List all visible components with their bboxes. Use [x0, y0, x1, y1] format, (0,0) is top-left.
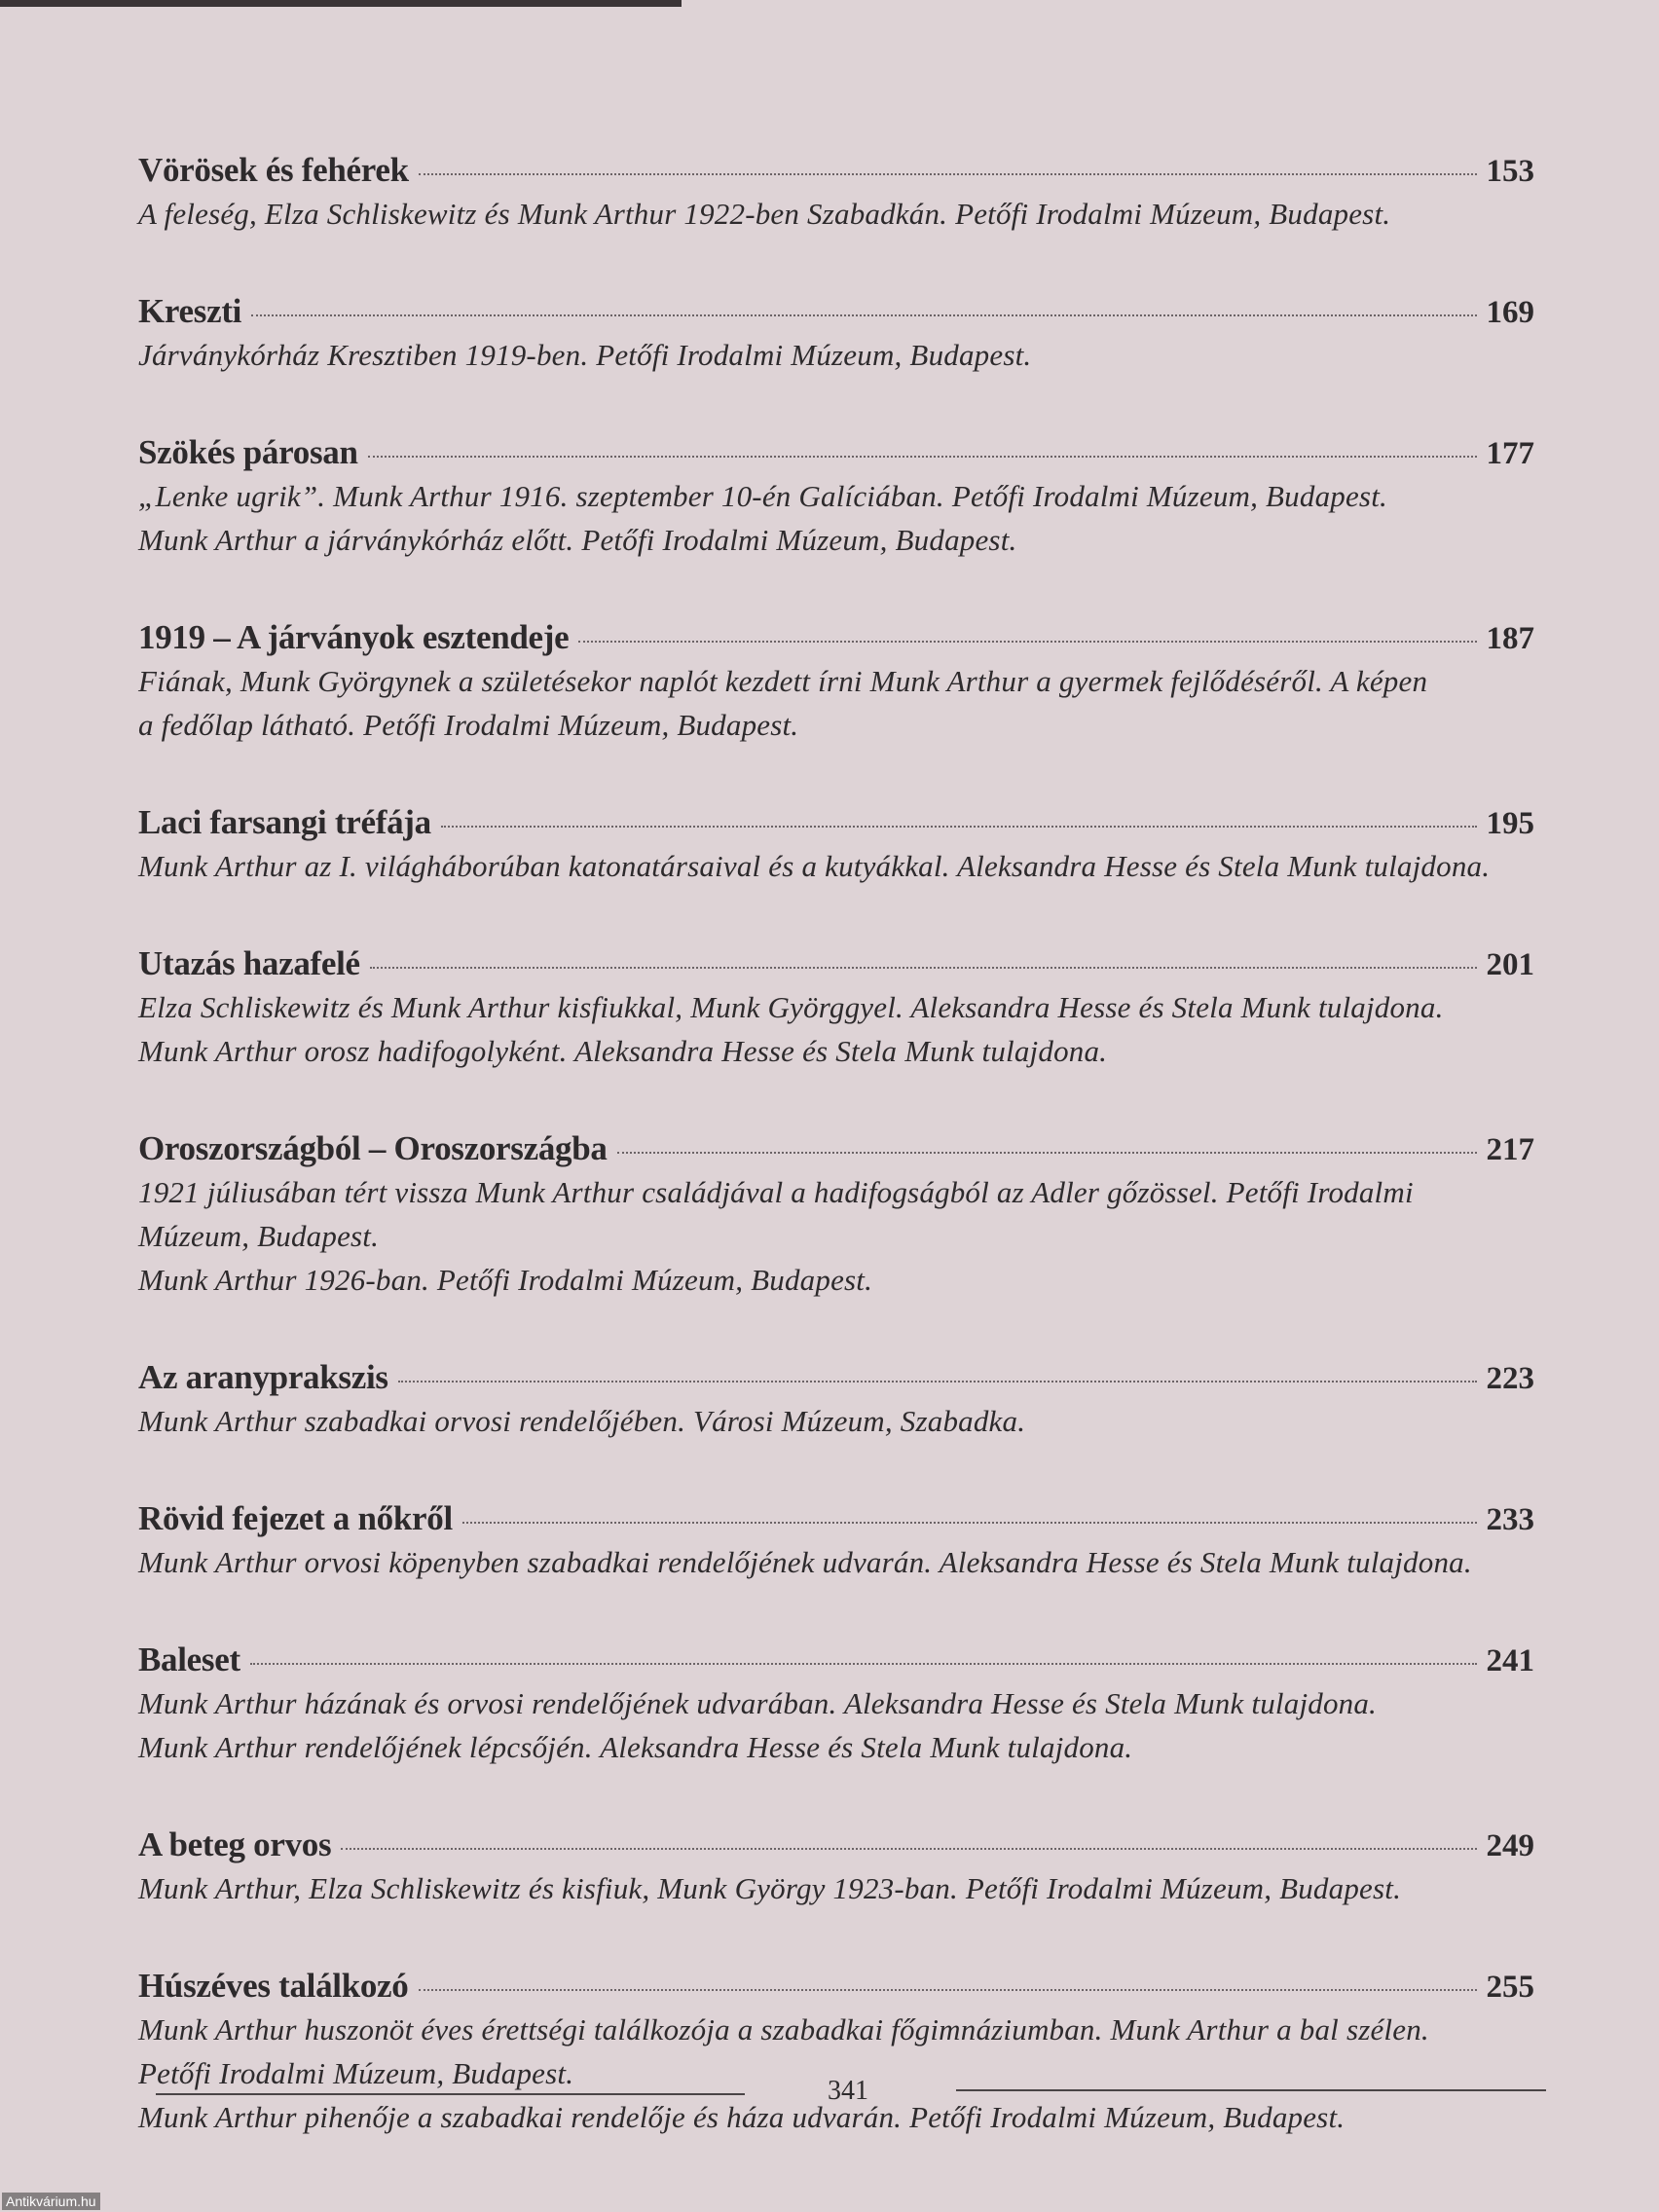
- toc-entry-heading-row: [138, 1825, 1534, 1864]
- chapter-title: A beteg orvos: [138, 1825, 332, 1863]
- chapter-title: Utazás hazafelé: [138, 944, 360, 982]
- toc-entry-heading-row: [138, 1129, 1534, 1168]
- image-captions: [138, 2008, 1534, 2139]
- toc-entry: [138, 292, 1534, 377]
- image-captions: [138, 1170, 1534, 1302]
- toc-entry-heading-row: [138, 944, 1534, 983]
- dot-leader: [419, 1988, 1477, 1991]
- toc-entry: [138, 1641, 1534, 1769]
- image-caption-line: Múzeum, Budapest.: [138, 1219, 380, 1253]
- table-of-contents: [138, 151, 1534, 2195]
- chapter-page-number: 201: [1486, 947, 1534, 982]
- dot-leader: [419, 172, 1477, 175]
- toc-entry: [138, 1358, 1534, 1443]
- chapter-page-number: 241: [1486, 1643, 1534, 1678]
- image-captions: [138, 1399, 1534, 1443]
- dot-leader: [462, 1521, 1477, 1524]
- image-captions: [138, 1681, 1534, 1769]
- image-captions: [138, 844, 1534, 888]
- toc-entry: [138, 151, 1534, 236]
- chapter-page-number: 177: [1486, 436, 1534, 471]
- image-caption-line: 1921 júliusában tért vissza Munk Arthur családjával a hadifogságból az Adler gőzössel. Petőfi Irodalmi: [138, 1175, 1414, 1209]
- footer-rule-right: [956, 2089, 1546, 2091]
- toc-entry-heading-row: [138, 618, 1534, 657]
- dot-leader: [578, 640, 1476, 643]
- toc-entry-heading-row: [138, 1641, 1534, 1679]
- chapter-page-number: 153: [1486, 154, 1534, 189]
- chapter-page-number: 233: [1486, 1502, 1534, 1537]
- chapter-title: Húszéves találkozó: [138, 1967, 409, 2005]
- page-edge-shadow: [0, 0, 682, 7]
- toc-entry-heading-row: [138, 151, 1534, 190]
- page-footer: [156, 2076, 1546, 2115]
- image-caption-line: Munk Arthur orvosi köpenyben szabadkai rendelőjének udvarán. Aleksandra Hesse és Stela Munk tulajdona.: [138, 1545, 1472, 1579]
- dot-leader: [251, 313, 1476, 316]
- chapter-title: Rövid fejezet a nőkről: [138, 1499, 453, 1537]
- chapter-page-number: 169: [1486, 295, 1534, 330]
- image-caption-line: Munk Arthur huszonöt éves érettségi találkozója a szabadkai főgimnáziumban. Munk Arthur a bal szélen.: [138, 2012, 1429, 2046]
- toc-entry-heading-row: [138, 292, 1534, 331]
- toc-entry-heading-row: [138, 1967, 1534, 2006]
- image-caption-line: Munk Arthur a járványkórház előtt. Petőfi Irodalmi Múzeum, Budapest.: [138, 523, 1017, 557]
- image-caption-line: A feleség, Elza Schliskewitz és Munk Arthur 1922-ben Szabadkán. Petőfi Irodalmi Múzeum, Budapest.: [138, 197, 1391, 231]
- image-caption-line: Munk Arthur az I. világháborúban katonatársaival és a kutyákkal. Aleksandra Hesse és Stela Munk tulajdona.: [138, 849, 1491, 883]
- chapter-page-number: 223: [1486, 1361, 1534, 1396]
- dot-leader: [370, 966, 1477, 969]
- image-caption-line: Munk Arthur 1926-ban. Petőfi Irodalmi Múzeum, Budapest.: [138, 1263, 873, 1297]
- image-captions: [138, 333, 1534, 377]
- dot-leader: [341, 1847, 1476, 1850]
- chapter-page-number: 187: [1486, 621, 1534, 656]
- image-captions: [138, 474, 1534, 562]
- image-caption-line: „Lenke ugrik”. Munk Arthur 1916. szeptember 10-én Galíciában. Petőfi Irodalmi Múzeum, Budapest.: [138, 479, 1387, 513]
- chapter-page-number: 255: [1486, 1970, 1534, 2005]
- image-captions: [138, 659, 1534, 747]
- toc-entry: [138, 803, 1534, 888]
- image-caption-line: Elza Schliskewitz és Munk Arthur kisfiukkal, Munk Györggyel. Aleksandra Hesse és Stela Munk tulajdona.: [138, 990, 1444, 1024]
- image-caption-line: Járványkórház Kresztiben 1919-ben. Petőfi Irodalmi Múzeum, Budapest.: [138, 338, 1032, 372]
- image-caption-line: a fedőlap látható. Petőfi Irodalmi Múzeum, Budapest.: [138, 708, 799, 742]
- dot-leader: [441, 825, 1477, 828]
- watermark-logo: Antikvárium.hu: [2, 2193, 100, 2210]
- dot-leader: [250, 1662, 1477, 1665]
- image-caption-line: Petőfi Irodalmi Múzeum, Budapest.: [138, 2056, 574, 2090]
- toc-entry: [138, 1129, 1534, 1302]
- image-caption-line: Munk Arthur rendelőjének lépcsőjén. Aleksandra Hesse és Stela Munk tulajdona.: [138, 1730, 1133, 1764]
- toc-entry-heading-row: [138, 803, 1534, 842]
- dot-leader: [617, 1151, 1477, 1154]
- toc-entry: [138, 618, 1534, 747]
- image-captions: [138, 985, 1534, 1073]
- chapter-title: 1919 – A járványok esztendeje: [138, 618, 570, 656]
- chapter-title: Oroszországból – Oroszországba: [138, 1129, 608, 1167]
- dot-leader: [368, 455, 1477, 458]
- image-caption-line: Munk Arthur, Elza Schliskewitz és kisfiuk, Munk György 1923-ban. Petőfi Irodalmi Múzeum, Budapest.: [138, 1871, 1402, 1905]
- image-captions: [138, 192, 1534, 236]
- chapter-title: Vörösek és fehérek: [138, 151, 409, 189]
- chapter-title: Baleset: [138, 1641, 240, 1678]
- toc-entry-heading-row: [138, 1358, 1534, 1397]
- page-number: 341: [828, 2076, 868, 2106]
- image-captions: [138, 1540, 1534, 1584]
- toc-entry: [138, 944, 1534, 1073]
- chapter-title: Kreszti: [138, 292, 242, 330]
- chapter-page-number: 249: [1486, 1828, 1534, 1863]
- image-captions: [138, 1866, 1534, 1910]
- image-caption-line: Munk Arthur házának és orvosi rendelőjének udvarában. Aleksandra Hesse és Stela Munk tulajdona.: [138, 1686, 1378, 1720]
- chapter-title: Laci farsangi tréfája: [138, 803, 431, 841]
- chapter-page-number: 195: [1486, 806, 1534, 841]
- chapter-page-number: 217: [1486, 1132, 1534, 1167]
- chapter-title: Az aranyprakszis: [138, 1358, 388, 1396]
- image-caption-line: Munk Arthur szabadkai orvosi rendelőjében. Városi Múzeum, Szabadka.: [138, 1404, 1026, 1438]
- image-caption-line: Fiának, Munk Györgynek a születésekor naplót kezdett írni Munk Arthur a gyermek fejlődéséről. A képen: [138, 664, 1428, 698]
- image-caption-line: Munk Arthur pihenője a szabadkai rendelője és háza udvarán. Petőfi Irodalmi Múzeum, Budapest.: [138, 2100, 1346, 2134]
- toc-entry-heading-row: [138, 1499, 1534, 1538]
- image-caption-line: Munk Arthur orosz hadifogolyként. Aleksandra Hesse és Stela Munk tulajdona.: [138, 1034, 1108, 1068]
- chapter-title: Szökés párosan: [138, 433, 358, 471]
- toc-entry: [138, 433, 1534, 562]
- dot-leader: [398, 1380, 1477, 1382]
- toc-entry: [138, 1825, 1534, 1910]
- footer-rule-left: [156, 2093, 745, 2095]
- toc-entry: [138, 1499, 1534, 1584]
- toc-entry-heading-row: [138, 433, 1534, 472]
